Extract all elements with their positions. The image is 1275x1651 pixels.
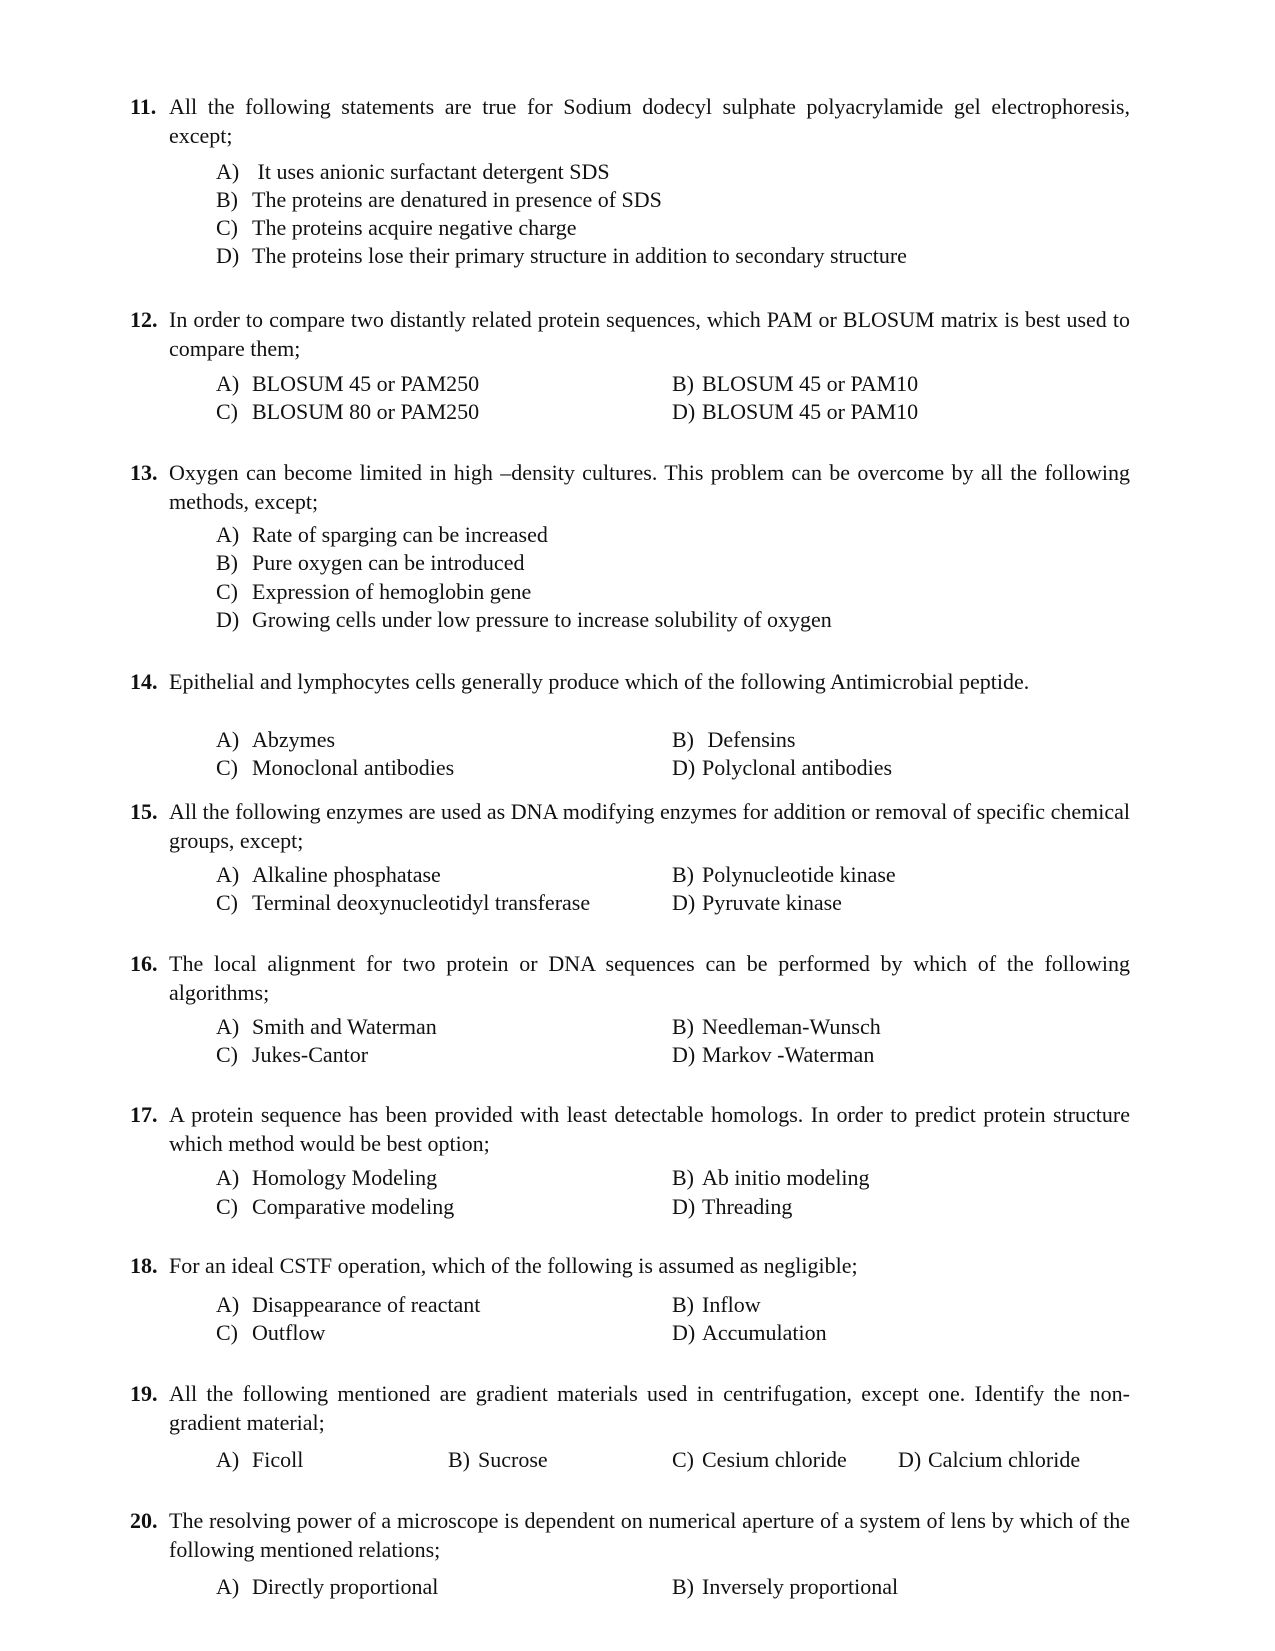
question-stem	[130, 1100, 1130, 1158]
question-number: 13.	[130, 460, 158, 485]
option-text: Polynucleotide kinase	[702, 862, 896, 887]
option-d	[672, 1192, 792, 1221]
option-text: Ab initio modeling	[702, 1165, 870, 1190]
question-stem	[130, 458, 1130, 516]
option-letter: B)	[672, 1165, 694, 1190]
option-text: Inflow	[702, 1292, 761, 1317]
question-text: In order to compare two distantly related protein sequences, which PAM or BLOSUM matrix is best used to compare them;	[169, 307, 1130, 361]
question-stem	[130, 305, 1130, 363]
option-letter: B)	[672, 727, 694, 752]
option-b	[216, 185, 662, 214]
option-a	[216, 157, 610, 186]
option-letter: C)	[216, 1320, 238, 1345]
option-letter: A)	[216, 1165, 240, 1190]
option-letter: D)	[672, 1194, 696, 1219]
option-letter: A)	[216, 727, 240, 752]
option-text: Expression of hemoglobin gene	[252, 579, 532, 604]
option-d	[216, 241, 907, 270]
option-letter: C)	[672, 1447, 694, 1472]
question-text: Oxygen can become limited in high –density cultures. This problem can be overcome by all the following methods, except;	[169, 460, 1130, 514]
option-text: Pyruvate kinase	[702, 890, 842, 915]
option-a	[216, 725, 335, 754]
option-b	[672, 1012, 881, 1041]
option-text: Ficoll	[252, 1447, 304, 1472]
option-b	[448, 1445, 548, 1474]
question-number: 14.	[130, 669, 158, 694]
option-letter: A)	[216, 862, 240, 887]
option-text: Polyclonal antibodies	[702, 755, 893, 780]
option-letter: C)	[216, 579, 238, 604]
question-text: A protein sequence has been provided with least detectable homologs. In order to predict protein structure which method would be best option;	[169, 1102, 1130, 1156]
option-text: Smith and Waterman	[252, 1014, 437, 1039]
option-letter: B)	[672, 1292, 694, 1317]
option-d	[672, 888, 842, 917]
option-c	[216, 753, 454, 782]
option-letter: D)	[672, 890, 696, 915]
option-text: Terminal deoxynucleotidyl transferase	[252, 890, 591, 915]
question-number: 11.	[130, 94, 157, 119]
option-d	[216, 605, 832, 634]
option-c	[216, 1318, 325, 1347]
question-text: All the following statements are true for Sodium dodecyl sulphate polyacrylamide gel electrophoresis, except;	[169, 94, 1130, 148]
question-number: 20.	[130, 1508, 158, 1533]
option-text: BLOSUM 45 or PAM10	[702, 399, 919, 424]
option-d	[672, 397, 918, 426]
option-c	[216, 397, 479, 426]
option-letter: B)	[672, 1014, 694, 1039]
option-letter: D)	[216, 243, 240, 268]
option-letter: A)	[216, 1447, 240, 1472]
option-text: Markov -Waterman	[702, 1042, 875, 1067]
option-c	[216, 1040, 368, 1069]
question-number: 17.	[130, 1102, 158, 1127]
option-text: Threading	[702, 1194, 793, 1219]
option-a	[216, 520, 548, 549]
option-c	[672, 1445, 847, 1474]
option-text: Outflow	[252, 1320, 326, 1345]
option-letter: A)	[216, 159, 240, 184]
option-letter: C)	[216, 1042, 238, 1067]
question-stem	[130, 949, 1130, 1007]
option-a	[216, 1012, 437, 1041]
option-text: Accumulation	[702, 1320, 827, 1345]
option-text: Inversely proportional	[702, 1574, 899, 1599]
option-d	[672, 753, 892, 782]
option-c	[216, 213, 577, 242]
option-letter: B)	[216, 187, 238, 212]
option-b	[672, 1572, 898, 1601]
option-b	[672, 369, 918, 398]
question-number: 16.	[130, 951, 158, 976]
option-letter: B)	[672, 862, 694, 887]
option-text: It uses anionic surfactant detergent SDS	[252, 159, 610, 184]
option-text: BLOSUM 45 or PAM250	[252, 371, 480, 396]
option-text: Monoclonal antibodies	[252, 755, 455, 780]
option-text: The proteins lose their primary structure in addition to secondary structure	[252, 243, 907, 268]
option-a	[216, 860, 441, 889]
question-number: 15.	[130, 799, 158, 824]
option-text: Homology Modeling	[252, 1165, 438, 1190]
question-text: All the following mentioned are gradient materials used in centrifugation, except one. Identify the non-gradient material;	[169, 1381, 1130, 1435]
option-text: BLOSUM 80 or PAM250	[252, 399, 480, 424]
question-stem	[130, 1251, 1130, 1280]
option-letter: A)	[216, 1574, 240, 1599]
question-number: 18.	[130, 1253, 158, 1278]
question-text: The local alignment for two protein or DNA sequences can be performed by which of the following algorithms;	[169, 951, 1130, 1005]
question-stem	[130, 667, 1130, 696]
option-d	[672, 1040, 874, 1069]
question-stem	[130, 797, 1130, 855]
option-a	[216, 1163, 437, 1192]
option-text: Alkaline phosphatase	[252, 862, 441, 887]
option-b	[216, 548, 524, 577]
option-text: Pure oxygen can be introduced	[252, 550, 525, 575]
option-text: Abzymes	[252, 727, 336, 752]
option-letter: D)	[216, 607, 240, 632]
option-text: Calcium chloride	[928, 1447, 1081, 1472]
option-letter: C)	[216, 1194, 238, 1219]
question-number: 19.	[130, 1381, 158, 1406]
option-letter: D)	[672, 399, 696, 424]
option-letter: A)	[216, 1014, 240, 1039]
option-a	[216, 1290, 480, 1319]
option-letter: B)	[672, 371, 694, 396]
question-number: 12.	[130, 307, 158, 332]
question-text: The resolving power of a microscope is dependent on numerical aperture of a system of lens by which of the following mentioned relations;	[169, 1508, 1130, 1562]
option-text: Defensins	[702, 727, 796, 752]
option-letter: C)	[216, 215, 238, 240]
option-b	[672, 860, 896, 889]
option-text: Sucrose	[478, 1447, 548, 1472]
option-d	[898, 1445, 1080, 1474]
option-a	[216, 1445, 303, 1474]
option-text: Growing cells under low pressure to increase solubility of oxygen	[252, 607, 832, 632]
option-a	[216, 369, 479, 398]
option-text: Cesium chloride	[702, 1447, 847, 1472]
option-c	[216, 888, 590, 917]
option-c	[216, 577, 531, 606]
option-b	[672, 725, 795, 754]
option-text: Needleman-Wunsch	[702, 1014, 881, 1039]
option-text: Comparative modeling	[252, 1194, 455, 1219]
option-letter: D)	[898, 1447, 922, 1472]
option-letter: D)	[672, 1042, 696, 1067]
option-text: The proteins acquire negative charge	[252, 215, 577, 240]
option-text: Directly proportional	[252, 1574, 439, 1599]
option-letter: B)	[672, 1574, 694, 1599]
option-d	[672, 1318, 827, 1347]
option-letter: C)	[216, 755, 238, 780]
option-letter: A)	[216, 371, 240, 396]
option-b	[672, 1163, 869, 1192]
option-text: Rate of sparging can be increased	[252, 522, 548, 547]
option-text: BLOSUM 45 or PAM10	[702, 371, 919, 396]
option-text: The proteins are denatured in presence of SDS	[252, 187, 662, 212]
option-text: Disappearance of reactant	[252, 1292, 481, 1317]
option-c	[216, 1192, 454, 1221]
option-letter: B)	[216, 550, 238, 575]
question-stem	[130, 1506, 1130, 1564]
option-b	[672, 1290, 761, 1319]
option-letter: A)	[216, 1292, 240, 1317]
question-text: Epithelial and lymphocytes cells generally produce which of the following Antimicrobial peptide.	[169, 669, 1030, 694]
option-a	[216, 1572, 438, 1601]
question-stem	[130, 1379, 1130, 1437]
option-letter: D)	[672, 1320, 696, 1345]
option-letter: D)	[672, 755, 696, 780]
option-letter: B)	[448, 1447, 470, 1472]
question-text: For an ideal CSTF operation, which of the following is assumed as negligible;	[169, 1253, 858, 1278]
option-letter: A)	[216, 522, 240, 547]
option-text: Jukes-Cantor	[252, 1042, 369, 1067]
question-stem	[130, 92, 1130, 150]
question-text: All the following enzymes are used as DNA modifying enzymes for addition or removal of specific chemical groups, except;	[169, 799, 1130, 853]
option-letter: C)	[216, 399, 238, 424]
option-letter: C)	[216, 890, 238, 915]
